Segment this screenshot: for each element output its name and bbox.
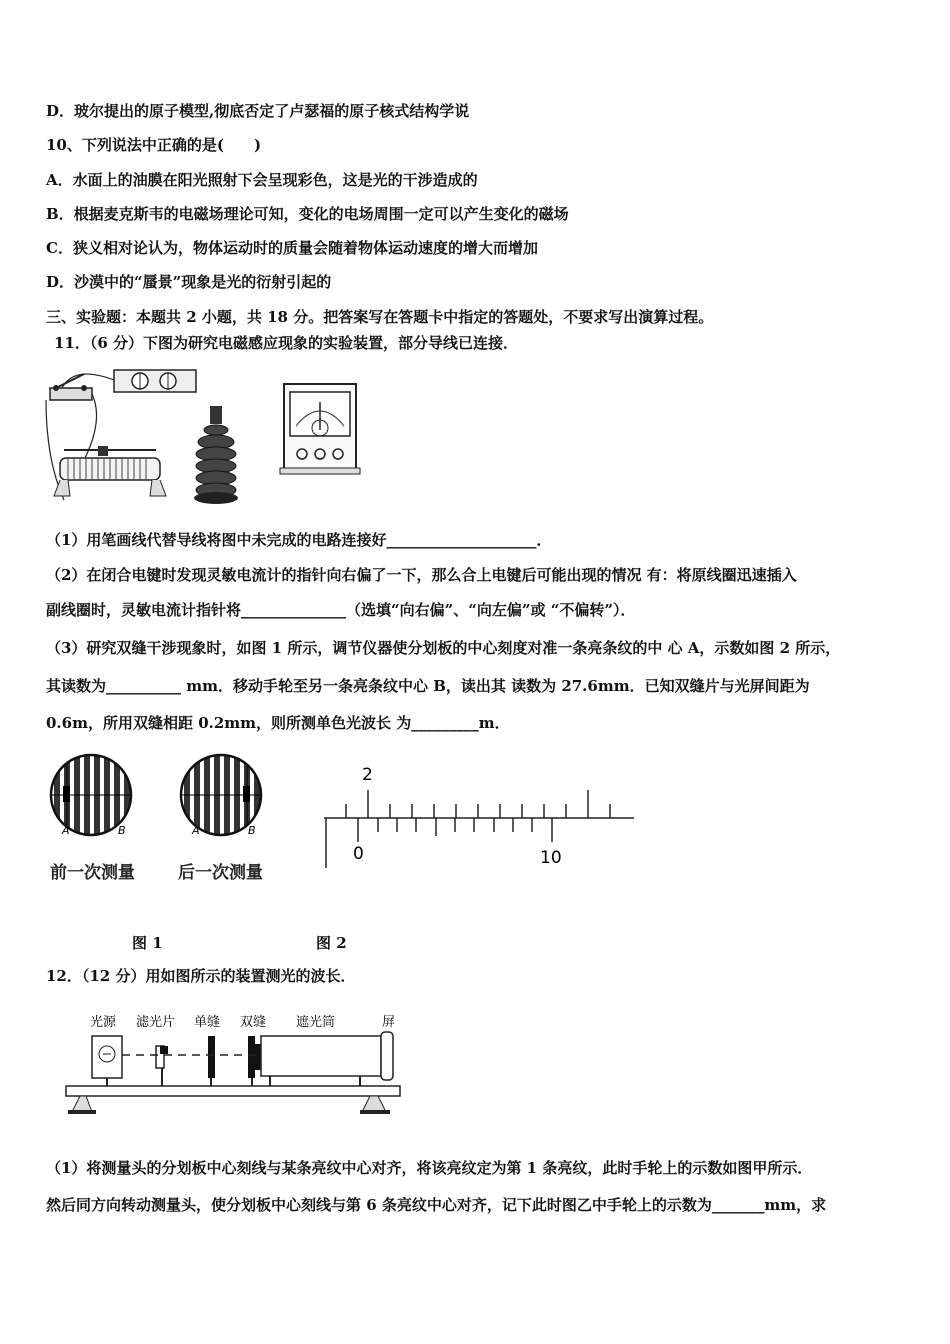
figure-1-fringes — [46, 750, 286, 900]
fig2-main-scale-label: 2 — [362, 765, 373, 785]
q11-part2-line2: 副线圈时，灵敏电流计指针将______________（选填“向右偏”、“向左偏”或 “不偏转”）． — [46, 601, 636, 619]
q11-part2-line1: （2）在闭合电键时发现灵敏电流计的指针向右偏了一下，那么合上电键后可能出现的情况 有：将原线圈迅速插入 — [46, 566, 797, 584]
label-filter: 滤光片 — [136, 1015, 176, 1030]
q12-part1-line1: （1）将测量头的分划板中心刻线与某条亮纹中心对齐，将该亮纹定为第 1 条亮纹，此时手轮上的示数如图甲所示． — [46, 1159, 813, 1177]
section-3-heading: 三、实验题：本题共 2 小题，共 18 分。把答案写在答题卡中指定的答题处，不要求写出演算过程。 — [46, 308, 714, 326]
figure-1-caption: 图 1 — [132, 934, 163, 952]
question-11-stem: 11．（6 分）下图为研究电磁感应现象的实验装置，部分导线已连接． — [54, 334, 519, 352]
q11-part3-line2: 其读数为__________ mm．移动手轮至另一条亮条纹中心 B，读出其 读数为 27.6mm．已知双缝片与光屏间距为 — [46, 677, 810, 695]
option-b-q10: B．根据麦克斯韦的电磁场理论可知，变化的电场周围一定可以产生变化的磁场 — [46, 205, 569, 223]
q12-part1-line2: 然后同方向转动测量头，使分划板中心刻线与第 6 条亮纹中心对齐，记下此时图乙中手轮上的示数为_______mm，求 — [46, 1196, 827, 1214]
fig1-right-label-b: B — [248, 824, 256, 837]
label-double-slit: 双缝 — [240, 1015, 267, 1030]
label-shade-tube: 遮光筒 — [296, 1015, 336, 1030]
q11-part1: （1）用笔画线代替导线将图中未完成的电路连接好____________________． — [46, 531, 552, 549]
fig2-vernier-ten-label: 10 — [540, 848, 562, 868]
fig1-caption-after: 后一次测量 — [178, 863, 263, 883]
label-screen: 屏 — [382, 1015, 396, 1030]
option-d-q10: D．沙漠中的“蜃景”现象是光的衍射引起的 — [46, 273, 332, 291]
label-light-source: 光源 — [90, 1015, 117, 1030]
induction-apparatus-figure — [44, 360, 374, 510]
wavelength-apparatus-figure — [60, 1008, 410, 1120]
fig1-caption-before: 前一次测量 — [50, 863, 135, 883]
question-10-stem: 10、下列说法中正确的是( ) — [46, 136, 262, 154]
fig1-left-label-b: B — [118, 824, 126, 837]
figure-2-caption: 图 2 — [316, 934, 347, 952]
option-c-q10: C．狭义相对论认为，物体运动时的质量会随着物体运动速度的增大而增加 — [46, 239, 538, 257]
fig2-vernier-zero-label: 0 — [353, 844, 364, 864]
fig1-left-label-a: A — [62, 824, 70, 837]
figure-2-vernier — [318, 760, 638, 872]
option-a-q10: A．水面上的油膜在阳光照射下会呈现彩色，这是光的干涉造成的 — [46, 171, 478, 189]
fig1-right-label-a: A — [192, 824, 200, 837]
option-d-q9: D．玻尔提出的原子模型,彻底否定了卢瑟福的原子核式结构学说 — [46, 102, 470, 120]
question-12-stem: 12．（12 分）用如图所示的装置测光的波长． — [46, 967, 356, 985]
q11-part3-line1: （3）研究双缝干涉现象时，如图 1 所示，调节仪器使分划板的中心刻度对准一条亮条纹的中 心 A，示数如图 2 所示， — [46, 639, 841, 657]
q11-part3-line3: 0.6m，所用双缝相距 0.2mm，则所测单色光波长 为_________m． — [46, 714, 510, 732]
label-single-slit: 单缝 — [194, 1015, 221, 1030]
